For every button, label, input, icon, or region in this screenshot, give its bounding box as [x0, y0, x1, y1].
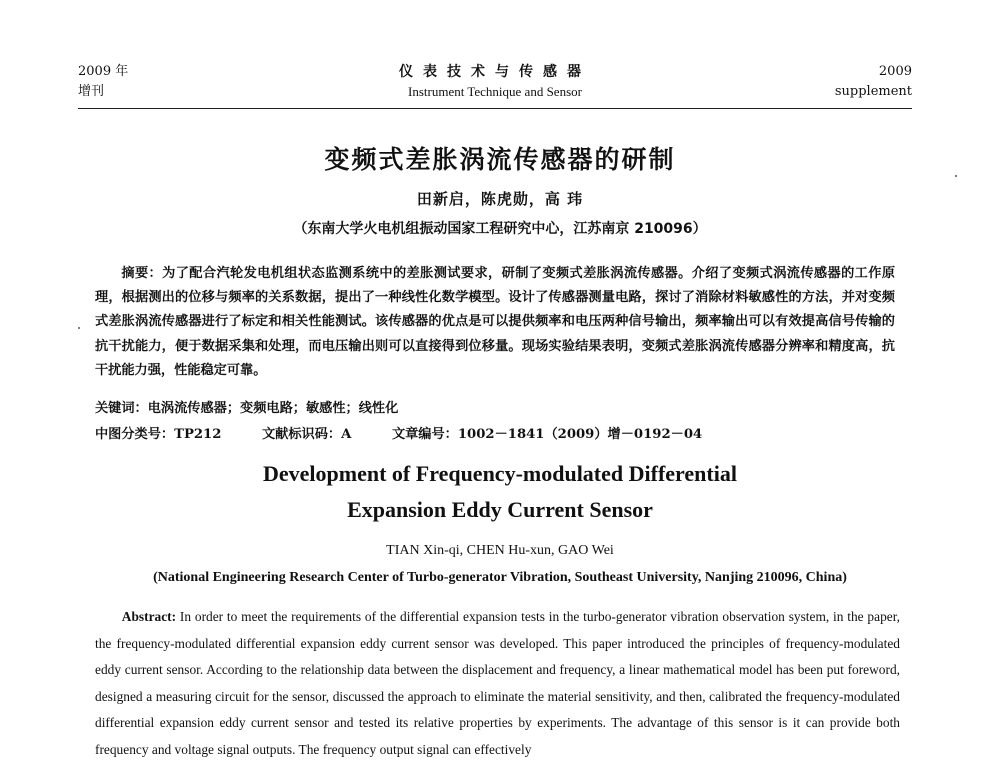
header-year: 2009 年 [78, 64, 129, 79]
abstract-en [95, 604, 900, 763]
journal-name-cn: 仪表技术与传感器 [399, 64, 591, 80]
paper-title-en [0, 456, 1000, 528]
running-header [78, 62, 912, 109]
keywords-label: 关键词： [95, 401, 148, 416]
paper-title-cn: 变频式差胀涡流传感器的研制 [324, 145, 676, 174]
title-en-line2: Expansion Eddy Current Sensor [347, 497, 653, 522]
header-issue-en: supplement [834, 84, 912, 99]
header-issue: 增刊 [78, 84, 105, 99]
abstract-en-text: In order to meet the requirements of the differential expansion tests in the turbo-generator vibration observation system, in the paper, the frequency-modulated differential expansion eddy current sensor was developed. This paper introduced the principles of frequency-modulated eddy current sensor. According to the relationship data between the displacement and frequency, a linear mathematical model has been put foreword, designed a measuring circuit for the sensor, discussed the approach to eliminate the material sensitivity, and then, calibrated the frequency-modulated differential expansion eddy current sensor and tested its relative properties by experiments. The advantage of this sensor is it can provide both frequency and voltage signal outputs. The frequency output signal can effectively [95, 609, 900, 757]
keywords-cn [95, 398, 398, 420]
scan-speck [955, 175, 957, 177]
article-number: 文章编号：1002－1841（2009）增－0192－04 [391, 427, 703, 442]
abstract-cn [95, 262, 895, 383]
journal-name-en: Instrument Technique and Sensor [408, 84, 582, 99]
scan-speck [78, 327, 80, 329]
header-right [835, 62, 912, 102]
document-code: 文献标识码：A [261, 427, 352, 442]
header-journal [78, 62, 912, 102]
classification-line [95, 424, 895, 446]
authors-en: TIAN Xin-qi, CHEN Hu-xun, GAO Wei [386, 543, 614, 558]
clc-number: 中图分类号：TP212 [95, 427, 222, 442]
affiliation-en: (National Engineering Research Center of Turbo-generator Vibration, Southeast University, Nanjing 210096, China) [153, 570, 847, 585]
header-year-en: 2009 [878, 64, 912, 79]
abstract-cn-text: 为了配合汽轮发电机组状态监测系统中的差胀测试要求，研制了变频式差胀涡流传感器。介绍了变频式涡流传感器的工作原理，根据测出的位移与频率的关系数据，提出了一种线性化数学模型。设计了传感器测量电路，探讨了消除材料敏感性的方法，并对变频式差胀涡流传感器进行了标定和相关性能测试。该传感器的优点是可以提供频率和电压两种信号输出，频率输出可以有效提高信号传输的抗干扰能力，便于数据采集和处理，而电压输出则可以直接得到位移量。现场实验结果表明，变频式差胀涡流传感器分辨率和精度高，抗干扰能力强，性能稳定可靠。 [95, 266, 896, 378]
affiliation-cn: （东南大学火电机组振动国家工程研究中心，江苏南京 210096） [293, 221, 707, 237]
abstract-cn-label: 摘要： [121, 266, 163, 281]
abstract-en-label: Abstract: [121, 609, 177, 624]
authors-cn: 田新启，陈虎勋，高 玮 [416, 190, 584, 208]
keywords-text: 电涡流传感器；变频电路；敏感性；线性化 [147, 401, 399, 416]
title-en-line1: Development of Frequency-modulated Differential [263, 461, 737, 486]
